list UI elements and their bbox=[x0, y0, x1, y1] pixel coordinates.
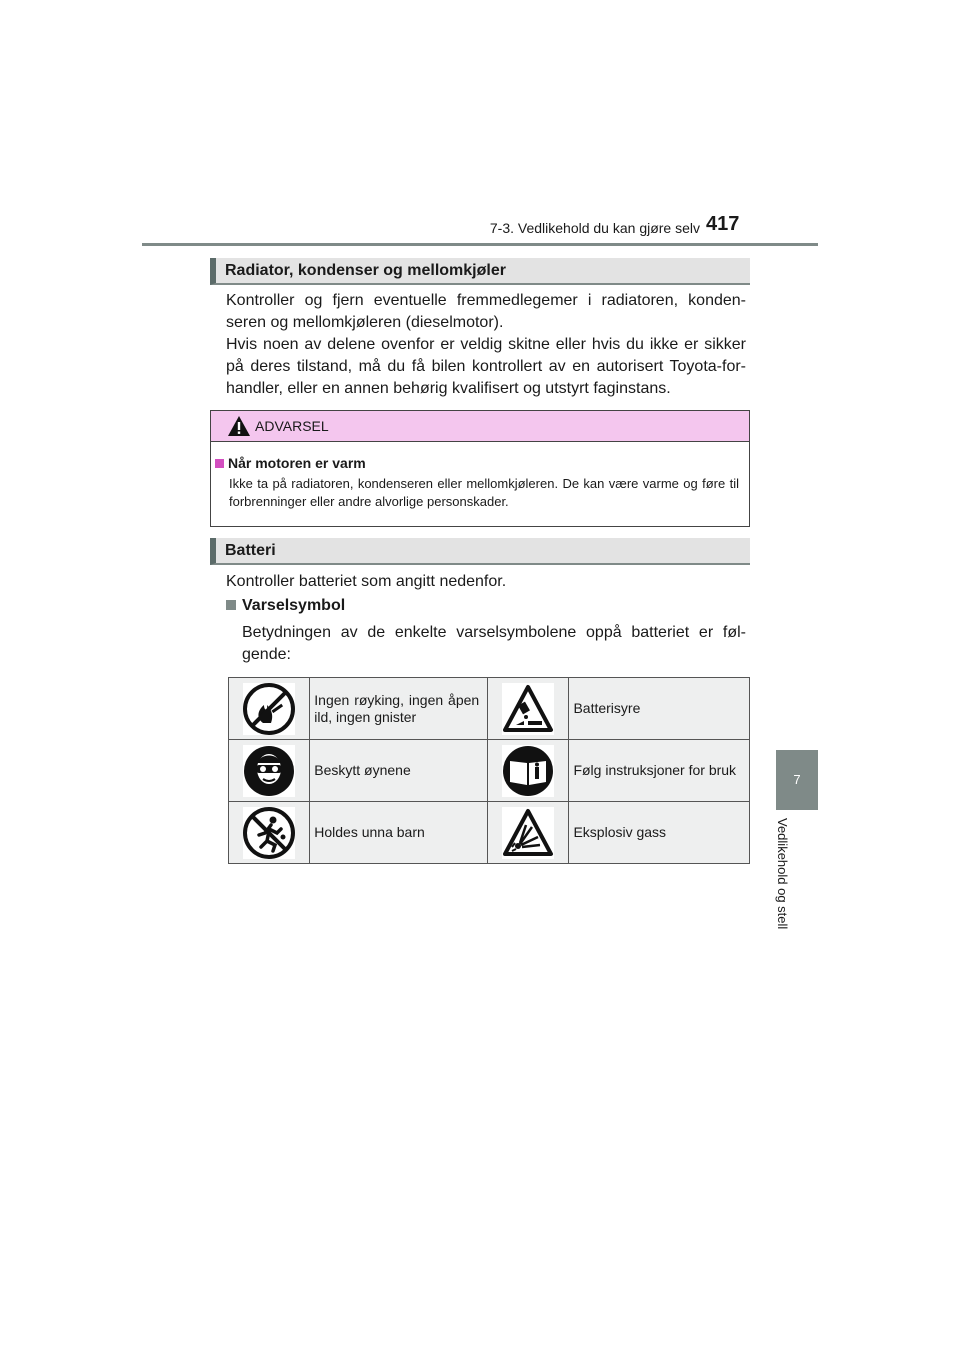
chapter-label bbox=[775, 818, 808, 948]
section-title-radiator: Radiator, kondenser og mellomkjøler bbox=[210, 258, 750, 285]
symbol-label: Holdes unna barn bbox=[310, 802, 488, 864]
table-row bbox=[229, 802, 750, 864]
warning-subtitle: Når motoren er varm bbox=[228, 455, 366, 471]
chapter-tab: 7 bbox=[776, 750, 818, 810]
radiator-body bbox=[226, 290, 746, 400]
section-title-battery: Batteri bbox=[210, 538, 750, 565]
symbol-label: Følg instruksjoner for bruk bbox=[569, 740, 750, 802]
warning-triangle-icon bbox=[227, 415, 251, 437]
symbol-label: Beskytt øynene bbox=[310, 740, 488, 802]
battery-acid-icon bbox=[502, 683, 554, 735]
symbol-label: Eksplosiv gass bbox=[569, 802, 750, 864]
eye-protection-icon bbox=[243, 745, 295, 797]
pink-square-icon bbox=[215, 459, 224, 468]
warning-text: Ikke ta på radiatoren, kondenseren eller mellomkjøleren. De kan være varme og føre til forbrenninger eller andre alvorlige personskader. bbox=[229, 476, 739, 509]
warning-box bbox=[210, 410, 750, 527]
radiator-para-1: Kontroller og fjern eventuelle fremmedlegemer i radiatoren, konden-seren og mellomkjøleren (dieselmotor). bbox=[226, 292, 746, 331]
symbol-cell bbox=[488, 802, 569, 864]
table-row bbox=[229, 678, 750, 740]
symbol-cell bbox=[229, 802, 310, 864]
instruction-manual-icon bbox=[502, 745, 554, 797]
keep-away-children-icon bbox=[243, 807, 295, 859]
no-smoking-flame-icon bbox=[243, 683, 295, 735]
page-number: 417 bbox=[706, 213, 740, 235]
section-header: 7-3. Vedlikehold du kan gjøre selv bbox=[489, 220, 700, 236]
header-rule bbox=[142, 243, 818, 246]
symbol-cell bbox=[229, 678, 310, 740]
warning-subtitle-row bbox=[215, 455, 366, 471]
chapter-label-text: Vedlikehold og stell bbox=[775, 818, 790, 930]
radiator-para-2: Hvis noen av delene ovenfor er veldig skitne eller hvis du ikke er sikker på deres tilstand, må du få bilen kontrollert av en autorisert Toyota-for-handler, eller en annen behørig kvalifisert og utstyrt faginstans. bbox=[226, 336, 746, 397]
table-row bbox=[229, 740, 750, 802]
bullet-heading bbox=[226, 597, 345, 615]
gray-square-icon bbox=[226, 600, 236, 610]
symbol-label: Batterisyre bbox=[569, 678, 750, 740]
warning-header bbox=[211, 411, 749, 442]
battery-intro: Kontroller batteriet som angitt nedenfor. bbox=[226, 573, 507, 590]
bullet-text: Betydningen av de enkelte varselsymbolene oppå batteriet er føl-gende: bbox=[242, 624, 746, 663]
explosive-gas-icon bbox=[502, 807, 554, 859]
warning-title: ADVARSEL bbox=[255, 418, 329, 434]
symbol-cell bbox=[488, 740, 569, 802]
symbols-table bbox=[228, 677, 750, 864]
symbol-cell bbox=[229, 740, 310, 802]
bullet-heading-text: Varselsymbol bbox=[242, 597, 346, 614]
symbol-label: Ingen røyking, ingen åpen ild, ingen gnister bbox=[310, 678, 488, 740]
symbol-cell bbox=[488, 678, 569, 740]
